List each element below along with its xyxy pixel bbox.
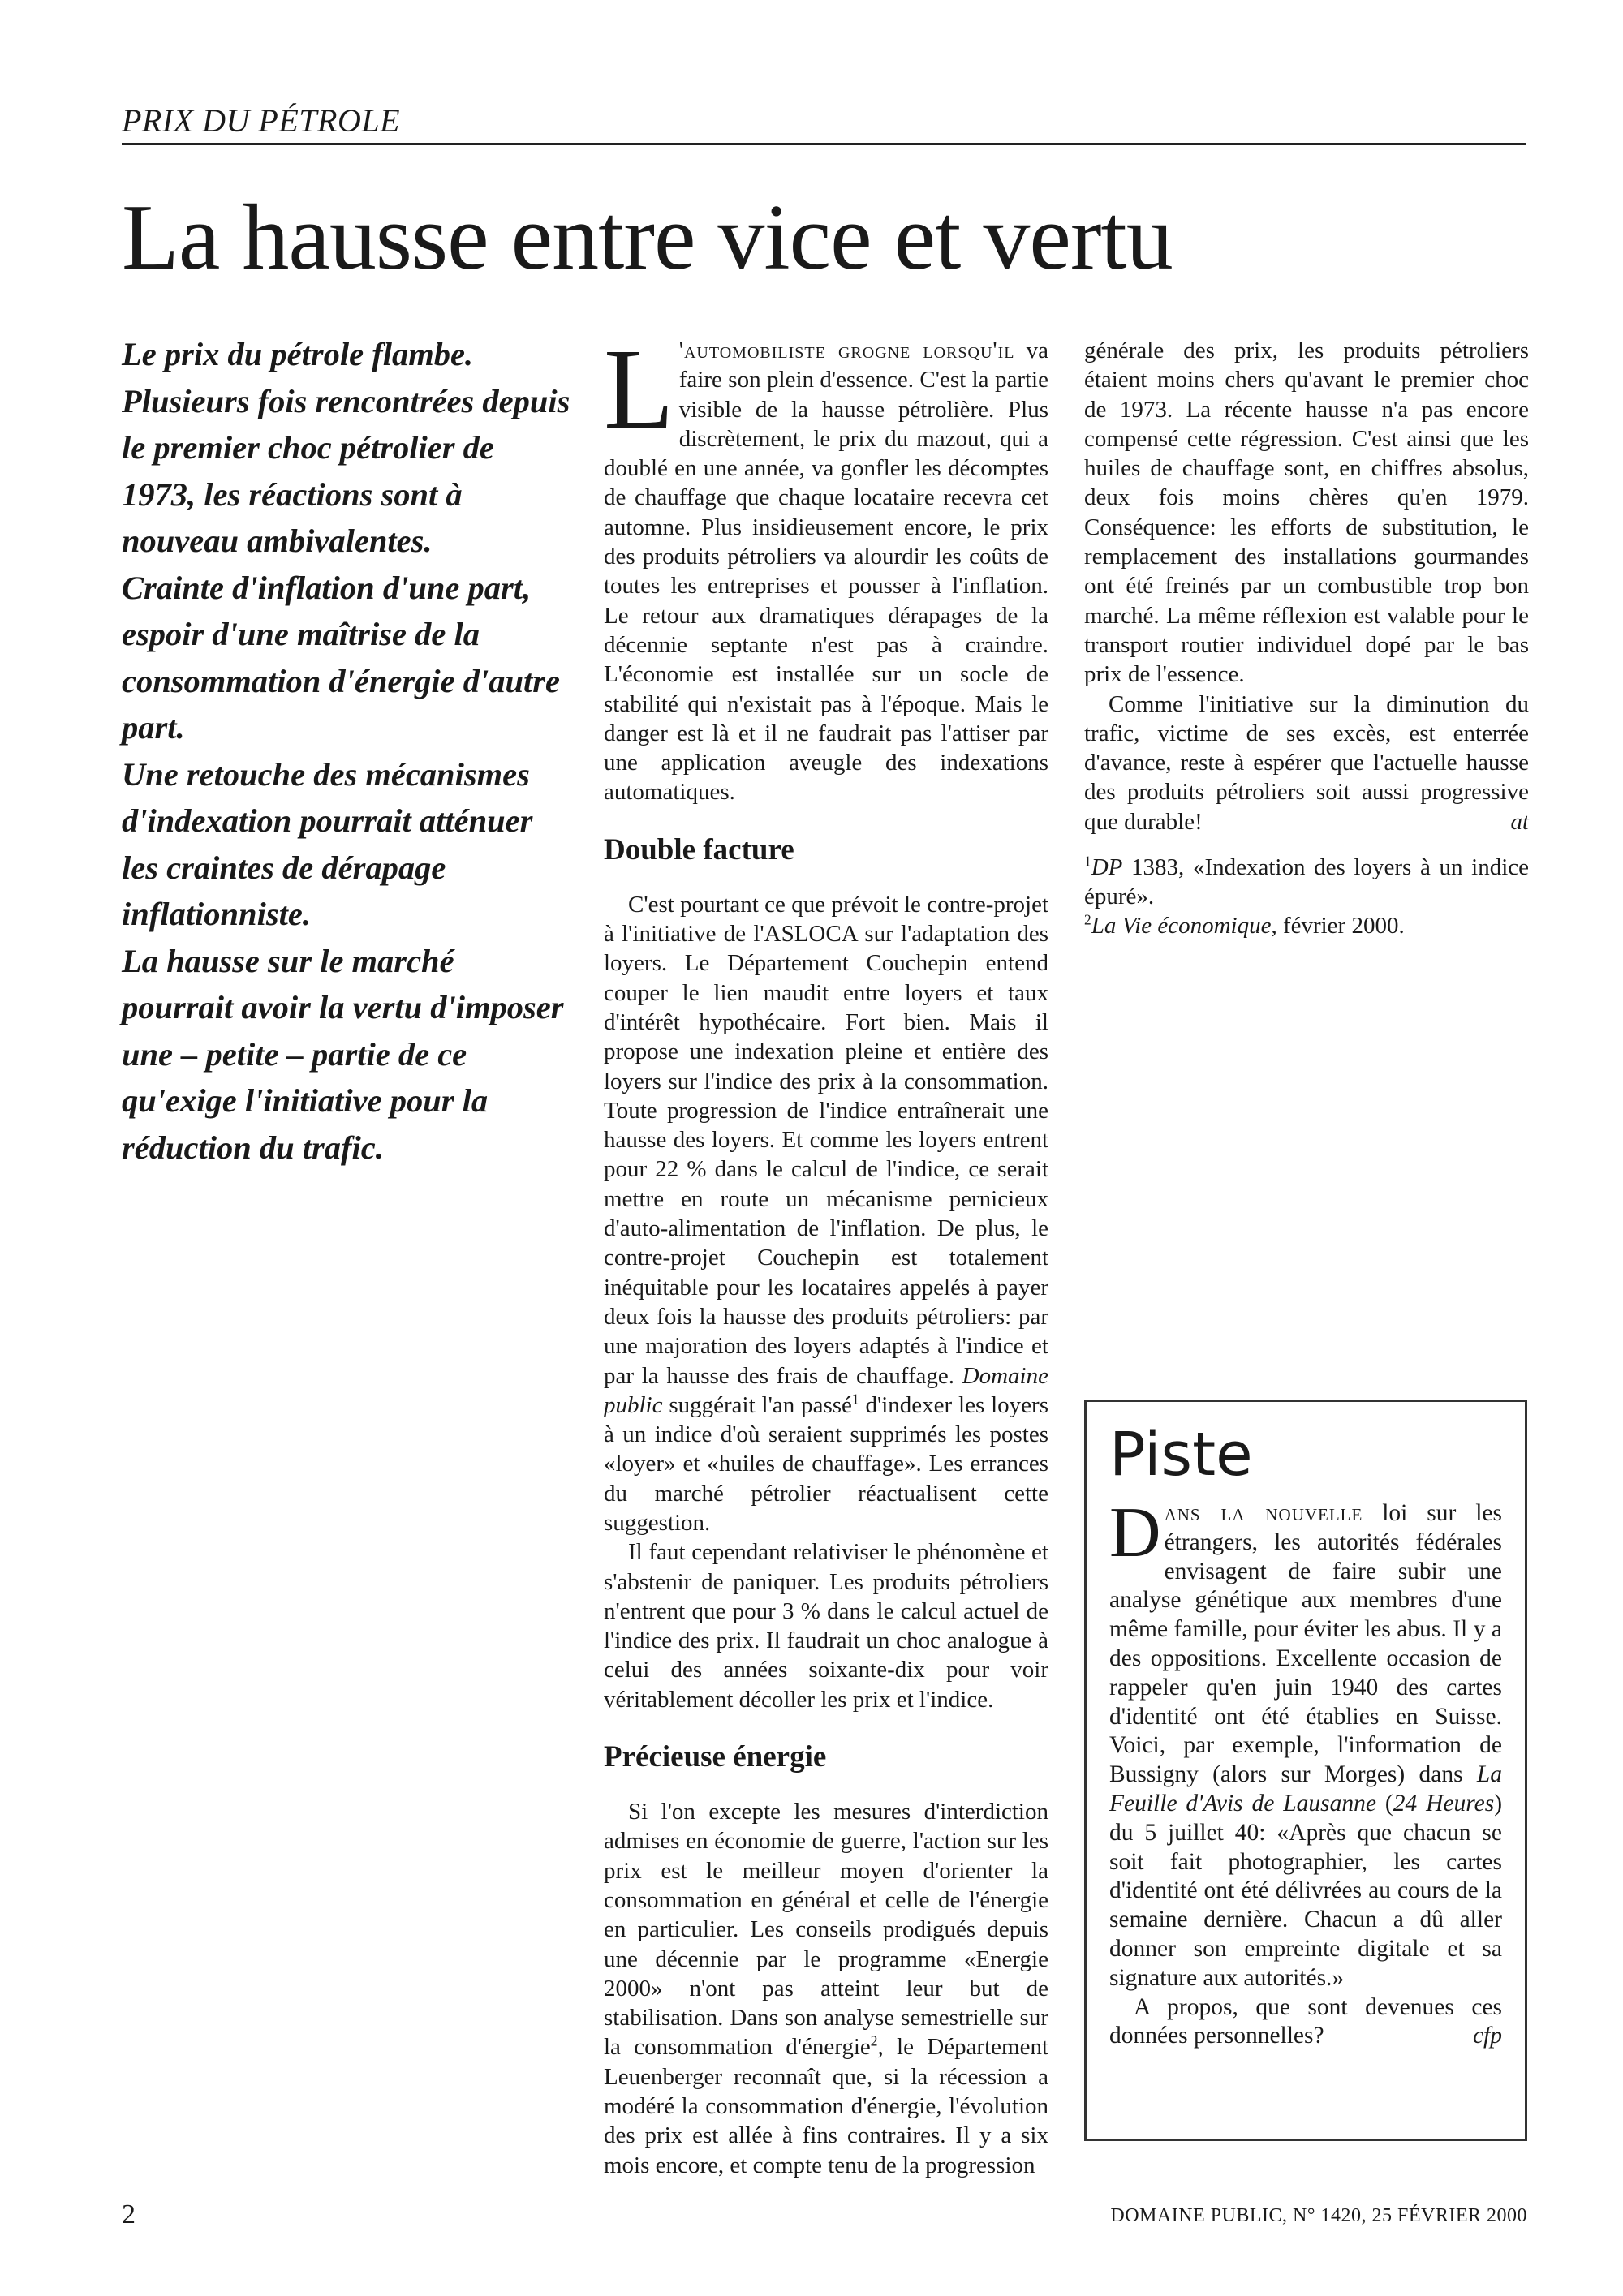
drop-cap: D [1109,1494,1161,1572]
drop-cap: L [604,325,674,453]
footnote-text: , février 2000. [1271,913,1405,939]
footnote-text: 1383, «Indexation des loyers à un indice épuré». [1084,854,1529,910]
article-paragraph [1084,690,1529,836]
paragraph-text: suggérait l'an passé [662,1391,852,1418]
footnote-number: 1 [1084,853,1091,870]
page-number: 2 [122,2199,136,2229]
footnotes [1084,853,1529,940]
subheading-double-facture: Double facture [604,832,794,866]
article-paragraph [604,1797,1048,2180]
footnote-number: 2 [1084,911,1091,928]
lead-line: La hausse sur le marché pourrait avoir la vertu d'imposer une – petite – partie de ce qu'exige l'initiative pour la réduction du trafic. [122,942,564,1166]
author-signature: at [1510,808,1529,835]
lead-line: Une retouche des mécanismes d'indexation pourrait atténuer les craintes de dérapage inflationniste. [122,755,533,932]
box-title: Piste [1109,1420,1253,1490]
box-paragraph [1109,1993,1502,2052]
paragraph-text: Comme l'initiative sur la diminution du trafic, victime de ses excès, est enterrée d'avance, reste à espérer que l'actuelle hausse des produits pétroliers soit aussi progressive que durable! [1084,690,1529,835]
newspaper-name: 24 Heures [1393,1790,1495,1817]
paragraph-text: va faire son plein d'essence. C'est la partie visible de la hausse pétrolière. Plus discrètement, le prix du mazout, qui a doublé en une année, va gonfler les décomptes de chauffage que chaque locataire recevra cet automne. Plus insidieusement encore, le prix des produits pétroliers va alourdir les coûts de toutes les entreprises et pousser à l'inflation. Le retour aux dramatiques dérapages de la décennie septante n'est pas à craindre. L'économie est installée sur un socle de stabilité qui n'existait pas à l'époque. Mais le danger est là et il ne faudrait pas l'attiser par une application aveugle des indexations automatiques. [604,338,1049,806]
footnote-source: La Vie économique [1091,913,1272,939]
publication-footer: DOMAINE PUBLIC, N° 1420, 25 FÉVRIER 2000 [1110,2205,1527,2226]
paragraph-text: A propos, que sont devenues ces données personnelles? [1109,1993,1502,2049]
article-paragraph: Il faut cependant relativiser le phénomène et s'abstenir de paniquer. Les produits pétroliers n'entrent que pour 3 % dans le calcul actuel de l'indice des prix. Il faudrait un choc analogue à celui des années soixante-dix pour voir véritablement décoller les prix et l'indice. [604,1539,1048,1713]
opening-smallcaps: ans la nouvelle [1164,1500,1363,1526]
paragraph-text: loi sur les étrangers, les autorités fédérales envisagent de faire subir une analyse génétique aux membres d'une même famille, pour éviter les abus. Il y a des oppositions. Excellente occasion de rappeler qu'en juin 1940 des cartes d'identité ont été établies en Suisse. Voici, par exemple, l'information de Bussigny (alors sur Morges) dans [1109,1500,1503,1788]
paragraph-text: d'indexer les loyers à un indice d'où seraient supprimés les postes «loyer» et «huiles de chauffage». Les errances du marché pétrolier réactualisent cette suggestion. [604,1391,1048,1536]
paragraph-text: ) du 5 juillet 40: «Après que chacun se soit fait photographier, les cartes d'identité ont été délivrées au cours de la semaine dernière. Chacun a dû aller donner son empreinte digitale et sa signature aux autorités.» [1109,1790,1503,1991]
publication-name: Domaine public [604,1362,1048,1418]
footnote-source: DP [1091,854,1123,881]
section-rubric: PRIX DU PÉTROLE [122,101,1526,145]
paragraph-text: C'est pourtant ce que prévoit le contre-projet à l'initiative de l'ASLOCA sur l'adaptation des loyers. Le Département Couchepin entend couper le lien maudit entre loyers et taux d'intérêt hypothécaire. Fort bien. Mais il propose une indexation pleine et entière des loyers sur l'indice des prix à la consommation. Toute progression de l'indice entraînerait une hausse des loyers. Et comme les loyers entrent pour 22 % dans le calcul de l'indice, ce serait mettre en route un mécanisme pernicieux d'auto-alimentation de l'inflation. De plus, le contre-projet Couchepin est totalement inéquitable pour les locataires appelés à payer deux fois la hausse des produits pétroliers: par une majoration des loyers adaptés à l'indice et par la hausse des frais de chauffage. [604,891,1048,1389]
article-body [604,325,1049,2180]
paragraph-text: Si l'on excepte les mesures d'interdiction admises en économie de guerre, l'action sur les prix est le meilleur moyen d'orienter la consommation en général et celle de l'énergie en particulier. Les conseils prodigués depuis une décennie par le programme «Energie 2000» n'ont pas atteint leur but de stabilisation. Dans son analyse semestrielle sur la consommation d'énergie [604,1799,1048,2061]
author-signature: cfp [1472,2023,1502,2049]
paragraph-text: générale des prix, les produits pétroliers étaient moins chers qu'avant le premier choc de 1973. La récente hausse n'a pas encore compensé cette régression. C'est ainsi que les huiles de chauffage sont, en chiffres absolus, deux fois moins chères qu'en 1979. Conséquence: les efforts de substitution, le remplacement des installations gourmandes ont été freinés par un combustible trop bon marché. La même réflexion est valable pour le transport routier individuel dopé par le bas prix de l'essence. [1084,338,1529,688]
lead-line: Crainte d'inflation d'une part, espoir d'une maîtrise de la consommation d'énergie d'autre part. [122,569,561,746]
footnote [1084,853,1529,911]
subheading-precieuse-energie: Précieuse énergie [604,1740,827,1774]
newspaper-name: La Feuille d'Avis de Lausanne [1109,1761,1502,1817]
footnote-ref: 1 [851,1391,859,1408]
article-column-1 [604,325,1049,2180]
article-paragraph [1084,336,1529,690]
lead-paragraph [122,331,572,1171]
article-column-2 [1084,336,1529,940]
footnote [1084,911,1529,940]
lead-line: Le prix du pétrole flambe. Plusieurs fois rencontrées depuis le premier choc pétrolier de 1973, les réactions sont à nouveau ambivalentes. [122,336,570,559]
box-paragraph [1109,1494,1503,1993]
article-paragraph [604,325,1049,807]
footnote-ref: 2 [870,2032,878,2049]
headline: La hausse entre vice et vertu [122,186,1173,290]
sidebar-box-piste [1084,1400,1527,2141]
paragraph-text: ( [1375,1790,1393,1817]
paragraph-text: , le Département Leuenberger reconnaît que, si la récession a modéré la consommation d'énergie, l'évolution des prix est allée à fins contraires. Il y a six mois encore, et compte tenu de la progression [604,2034,1049,2178]
article-paragraph [604,890,1048,1538]
opening-smallcaps: 'automobiliste grogne lorsqu'il [678,338,1015,363]
